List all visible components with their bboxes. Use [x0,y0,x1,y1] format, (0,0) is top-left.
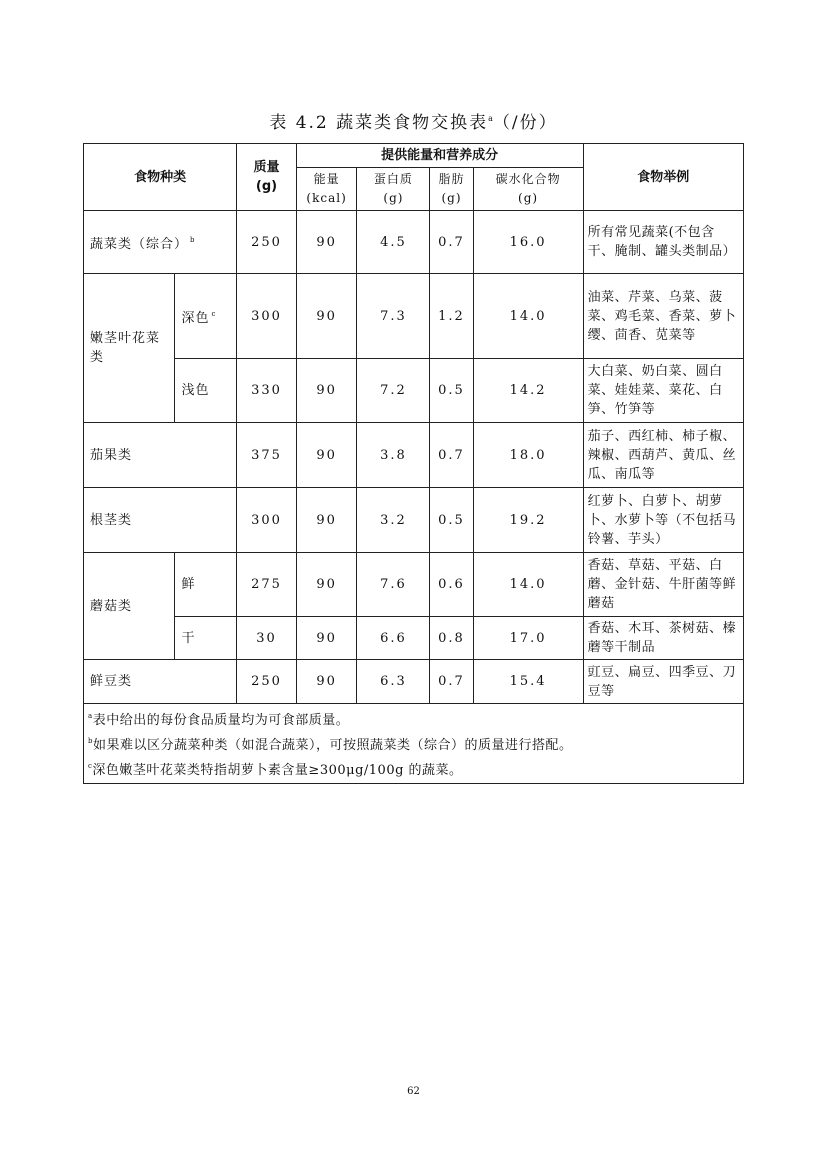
table-row [84,553,744,617]
header-energy: 能量 (kcal) [296,168,357,211]
table-notes [84,704,744,784]
page-number: 62 [407,1086,420,1097]
cell-examples: 香菇、草菇、平菇、白蘑、金针菇、牛肝菌等鲜蘑菇 [583,553,743,617]
cell-carb: 14.2 [473,359,583,423]
table-row [84,423,744,488]
cell-carb: 18.0 [473,423,583,488]
cell-examples: 香菇、木耳、茶树菇、榛蘑等干制品 [583,617,743,660]
cell-energy: 90 [296,274,357,359]
table-row [84,274,744,359]
cell-protein: 4.5 [357,211,430,274]
header-carb: 碳水化合物 (g) [473,168,583,211]
cell-protein: 6.3 [357,660,430,704]
row-name: 蔬菜类（综合） $^b$ [84,211,237,274]
cell-energy: 90 [296,488,357,553]
cell-mass: 275 [237,553,297,617]
row-group-name: 蘑菇类 [84,553,175,660]
cell-mass: 250 [237,660,297,704]
table-row [84,488,744,553]
cell-protein: 7.6 [357,553,430,617]
cell-fat: 0.7 [430,423,473,488]
cell-protein: 3.2 [357,488,430,553]
row-group-name: 嫩茎叶花菜类 [84,274,175,423]
header-food-type: 食物种类 [84,144,237,211]
cell-energy: 90 [296,617,357,660]
cell-energy: 90 [296,211,357,274]
cell-protein: 7.3 [357,274,430,359]
cell-energy: 90 [296,660,357,704]
cell-mass: 300 [237,488,297,553]
row-name: 干 [175,617,237,660]
header-energy-group: 提供能量和营养成分 [296,144,583,168]
header-mass: 质量 (g) [237,144,297,211]
row-name: 深色 $^c$ [175,274,237,359]
header-examples: 食物举例 [583,144,743,211]
row-name: 鲜 [175,553,237,617]
cell-examples: 油菜、芹菜、乌菜、菠菜、鸡毛菜、香菜、萝卜缨、茴香、苋菜等 [583,274,743,359]
cell-examples: 大白菜、奶白菜、圆白菜、娃娃菜、菜花、白笋、竹笋等 [583,359,743,423]
cell-carb: 15.4 [473,660,583,704]
cell-mass: 300 [237,274,297,359]
cell-fat: 0.5 [430,488,473,553]
row-name: 根茎类 [84,488,237,553]
table-row [84,617,744,660]
header-protein: 蛋白质 (g) [357,168,430,211]
cell-protein: 7.2 [357,359,430,423]
cell-energy: 90 [296,359,357,423]
vegetable-exchange-table [83,143,744,784]
cell-fat: 0.6 [430,553,473,617]
row-name: 鲜豆类 [84,660,237,704]
cell-fat: 1.2 [430,274,473,359]
table-row [84,359,744,423]
table-title: 表 4.2 蔬菜类食物交换表$^a$（/份） [269,113,558,133]
cell-examples: 茄子、西红柿、柿子椒、辣椒、西葫芦、黄瓜、丝瓜、南瓜等 [583,423,743,488]
cell-protein: 3.8 [357,423,430,488]
cell-examples: 红萝卜、白萝卜、胡萝卜、水萝卜等（不包括马铃薯、芋头） [583,488,743,553]
row-name: 茄果类 [84,423,237,488]
footnote-a: $^a$表中给出的每份食品质量均为可食部质量。 [88,712,350,728]
cell-fat: 0.8 [430,617,473,660]
header-fat: 脂肪 (g) [430,168,473,211]
table-row [84,211,744,274]
table-row [84,660,744,704]
cell-fat: 0.7 [430,660,473,704]
cell-carb: 14.0 [473,553,583,617]
cell-fat: 0.5 [430,359,473,423]
cell-mass: 330 [237,359,297,423]
cell-protein: 6.6 [357,617,430,660]
cell-examples: 所有常见蔬菜(不包含干、腌制、罐头类制品） [583,211,743,274]
footnote-c: $^c$深色嫩茎叶花菜类特指胡萝卜素含量≥300μg/100g 的蔬菜。 [88,762,463,778]
cell-fat: 0.7 [430,211,473,274]
cell-mass: 30 [237,617,297,660]
cell-carb: 14.0 [473,274,583,359]
row-name: 浅色 [175,359,237,423]
footnote-b: $^b$如果难以区分蔬菜种类（如混合蔬菜），可按照蔬菜类（综合）的质量进行搭配。 [88,737,573,753]
cell-mass: 375 [237,423,297,488]
cell-energy: 90 [296,423,357,488]
cell-carb: 19.2 [473,488,583,553]
cell-mass: 250 [237,211,297,274]
footnotes [84,704,744,784]
cell-carb: 17.0 [473,617,583,660]
cell-carb: 16.0 [473,211,583,274]
cell-examples: 豇豆、扁豆、四季豆、刀豆等 [583,660,743,704]
cell-energy: 90 [296,553,357,617]
